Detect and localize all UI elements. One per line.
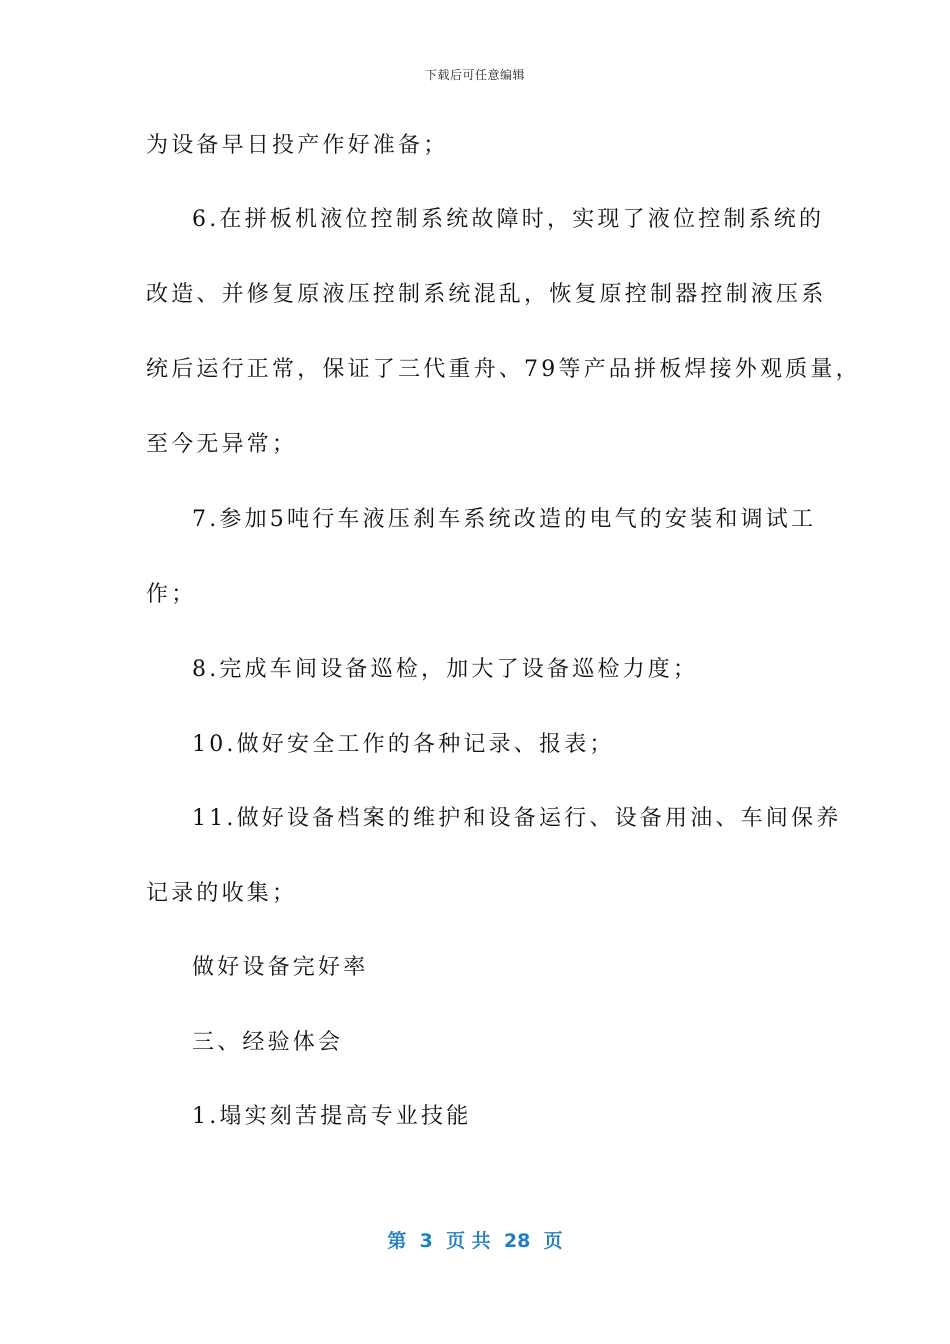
- paragraph-line: 10.做好安全工作的各种记录、报表；: [192, 732, 615, 757]
- section-heading: 三、经验体会: [192, 1030, 344, 1055]
- paragraph-line: 1.塌实刻苦提高专业技能: [192, 1104, 472, 1129]
- paragraph-line: 记录的收集；: [146, 881, 298, 906]
- paragraph-line: 6.在拼板机液位控制系统故障时，实现了液位控制系统的: [192, 207, 825, 232]
- paragraph-line: 11.做好设备档案的维护和设备运行、设备用油、车间保养: [192, 806, 842, 831]
- paragraph-line: 为设备早日投产作好准备；: [146, 133, 449, 158]
- paragraph-line: 8.完成车间设备巡检，加大了设备巡检力度；: [192, 657, 699, 682]
- paragraph-line: 改造、并修复原液压控制系统混乱，恢复原控制器控制液压系: [146, 282, 827, 307]
- paragraph-line: 统后运行正常，保证了三代重舟、79等产品拼板焊接外观质量，: [146, 357, 861, 382]
- page-number-footer: 第 3 页 共 28 页: [387, 1230, 563, 1252]
- paragraph-line: 做好设备完好率: [192, 955, 369, 980]
- paragraph-line: 至今无异常；: [146, 432, 298, 457]
- header-note: 下载后可任意编辑: [424, 68, 525, 82]
- paragraph-line: 7.参加5吨行车液压刹车系统改造的电气的安装和调试工: [192, 507, 817, 532]
- paragraph-line: 作；: [146, 582, 197, 607]
